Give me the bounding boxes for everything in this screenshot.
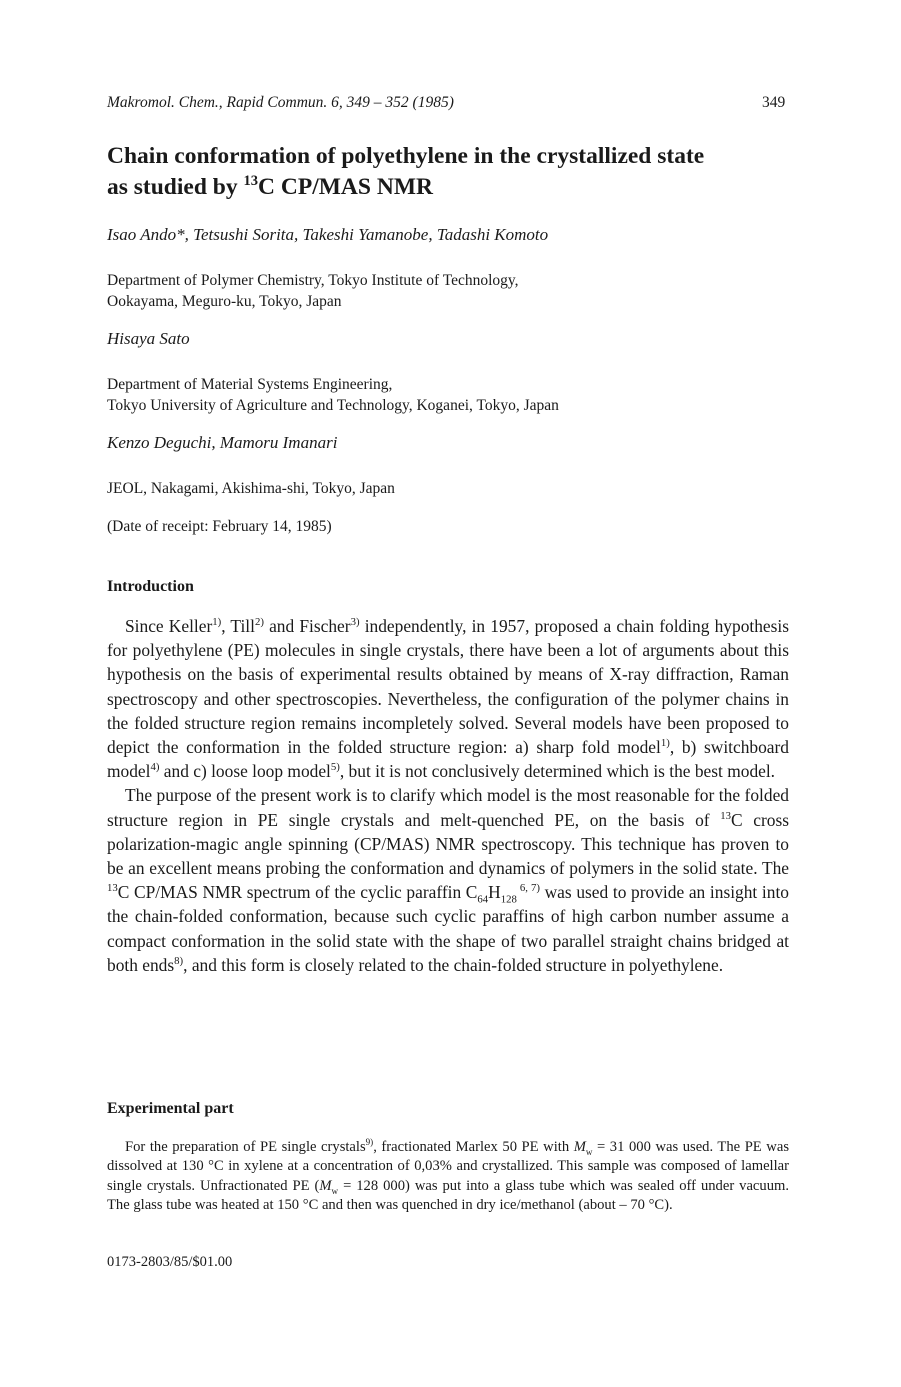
affiliation-2-line-1: Department of Material Systems Engineering,	[107, 376, 393, 393]
affiliation-2-line-2: Tokyo University of Agriculture and Technology, Koganei, Tokyo, Japan	[107, 397, 559, 414]
introduction-heading: Introduction	[107, 578, 194, 595]
introduction-paragraph-1: Since Keller$^{1)}$, Till$^{2)}$ and Fischer$^{3)}$ independently, in 1957, proposed a chain folding hypothesis for polyethylene (PE) molecules in single crystals, there have been a lot of arguments about this hypothesis on the basis of experimental results obtained by means of X-ray diffraction, Raman spectroscopy and other spectroscopies. Nevertheless, the configuration of the polymer chains in the folded structure region remains incompletely solved. Several models have been proposed to depict the conformation in the folded structure region: a) sharp fold model$^{1)}$, b) switchboard model$^{4)}$ and c) loose loop model$^{5)}$, but it is not conclusively determined which is the best model.	[107, 616, 790, 782]
experimental-paragraph: For the preparation of PE single crystals$^{9)}$, fractionated Marlex 50 PE with $M_w = 31$ 000 was used. The PE was dissolved at 130 °C in xylene at a concentration of 0,03% and crystallized. This sample was composed of lamellar single crystals. Unfractionated PE ($M_w = 128$ 000) was put into a glass tube which was sealed off under vacuum. The glass tube was heated at 150 °C and then was quenched in dry ice/methanol (about – 70 °C).	[107, 1137, 789, 1214]
affiliation-1	[107, 270, 519, 312]
affiliation-1-line-2: Ookayama, Meguro-ku, Tokyo, Japan	[107, 293, 342, 310]
affiliation-3-line-1: JEOL, Nakagami, Akishima-shi, Tokyo, Japan	[107, 480, 395, 497]
title-isotope-superscript: 13	[243, 173, 259, 190]
experimental-body	[107, 1138, 789, 1216]
authors-group-2: Hisaya Sato	[107, 329, 190, 348]
authors-group-1: Isao Ando*, Tetsushi Sorita, Takeshi Yamanobe, Tadashi Komoto	[107, 225, 549, 244]
title-line-1: Chain conformation of polyethylene in the crystallized state	[107, 143, 705, 169]
introduction-paragraph-2: The purpose of the present work is to clarify which model is the most reasonable for the folded structure region in PE single crystals and melt-quenched PE, on the basis of $^{13}$C cross polarization-magic angle spinning (CP/MAS) NMR spectroscopy. This technique has proven to be an excellent means probing the conformation and dynamics of polymers in the solid state. The $^{13}$C CP/MAS NMR spectrum of the cyclic paraffin $C_{64}H_{128}$ $^{6, 7)}$ was used to provide an insight into the chain-folded conformation, because such cyclic paraffins of high carbon number assume a compact conformation in the solid state with the shape of two parallel straight chains bridged at both ends$^{8)}$, and this form is closely related to the chain-folded structure in polyethylene.	[107, 785, 789, 975]
experimental-heading: Experimental part	[107, 1100, 234, 1117]
affiliation-3	[107, 478, 395, 499]
affiliation-2	[107, 374, 559, 416]
journal-citation: Makromol. Chem., Rapid Commun. 6, 349 – 352 (1985)	[107, 94, 454, 111]
authors-group-3: Kenzo Deguchi, Mamoru Imanari	[107, 433, 338, 452]
affiliation-1-line-1: Department of Polymer Chemistry, Tokyo Institute of Technology,	[107, 272, 519, 289]
title-line-2-suffix: C CP/MAS NMR	[258, 174, 433, 200]
page-number: 349	[762, 94, 786, 111]
article-code: 0173-2803/85/$01.00	[107, 1254, 233, 1270]
receipt-date: (Date of receipt: February 14, 1985)	[107, 518, 332, 535]
title-line-2-prefix: as studied by	[107, 174, 244, 200]
paper-title	[107, 141, 807, 203]
introduction-body	[107, 614, 789, 977]
